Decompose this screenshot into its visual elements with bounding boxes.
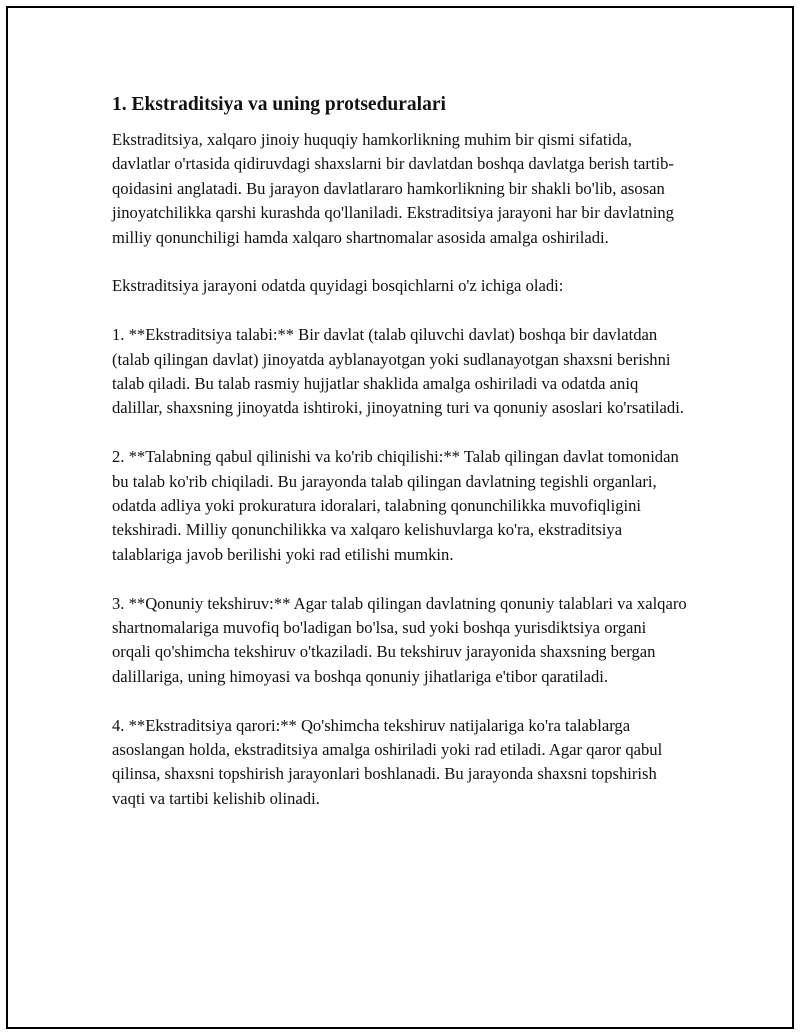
paragraph-step-4: 4. **Ekstraditsiya qarori:** Qo'shimcha tekshiruv natijalariga ko'ra talablarga asoslangan holda, ekstraditsiya amalga oshiriladi yoki rad etiladi. Agar qaror qabul qilinsa, shaxsni topshirish jarayonlari boshlanadi. Bu jarayonda shaxsni topshirish vaqti va tartibi kelishib olinadi. [112, 715, 663, 808]
paragraph-step-3: 3. **Qonuniy tekshiruv:** Agar talab qilingan davlatning qonuniy talablari va xalqaro shartnomalariga muvofiq bo'ladigan bo'lsa, sud yoki boshqa yurisdiktsiya organi orqali qo'shimcha tekshiruv o'tkaziladi. Bu tekshiruv jarayonida shaxsning bergan dalillariga, uning himoyasi va boshqa qonuniy jihatlariga e'tibor qaratiladi. [112, 593, 687, 686]
paragraph-intro: Ekstraditsiya, xalqaro jinoiy huquqiy hamkorlikning muhim bir qismi sifatida, davlatlar o'rtasida qidiruvdagi shaxslarni bir davlatdan boshqa davlatga berish tartib-qoidasini anglatadi. Bu jarayon davlatlararo hamkorlikning bir shakli bo'lib, asosan jinoyatchilikka qarshi kurashda qo'llaniladi. Ekstraditsiya jarayoni har bir davlatning milliy qonunchiligi hamda xalqaro shartnomalar asosida amalga oshiriladi. [112, 130, 674, 247]
section-heading: 1. Ekstraditsiya va uning protseduralari [112, 94, 446, 115]
document-body [112, 92, 687, 836]
paragraph-step-2: 2. **Talabning qabul qilinishi va ko'rib chiqilishi:** Talab qilingan davlat tomonidan bu talab ko'rib chiqiladi. Bu jarayonda talab qilingan davlatning tegishli organlari, odatda adliya yoki prokuratura idoralari, talabning qonunchilikka muvofiqligini tekshiradi. Milliy qonunchilikka va xalqaro kelishuvlarga ko'ra, ekstraditsiya talablariga javob berilishi yoki rad etilishi mumkin. [112, 447, 679, 564]
paragraph-stages-intro: Ekstraditsiya jarayoni odatda quyidagi bosqichlarni o'z ichiga oladi: [112, 276, 564, 296]
paragraph-step-1: 1. **Ekstraditsiya talabi:** Bir davlat (talab qiluvchi davlat) boshqa bir davlatdan (talab qilingan davlat) jinoyatda ayblanayotgan yoki sudlanayotgan shaxsni berishni talab qiladi. Bu talab rasmiy hujjatlar shaklida amalga oshiriladi va odatda aniq dalillar, shaxsning jinoyatda ishtiroki, jinoyatning turi va qonuniy asoslari ko'rsatiladi. [112, 325, 684, 418]
